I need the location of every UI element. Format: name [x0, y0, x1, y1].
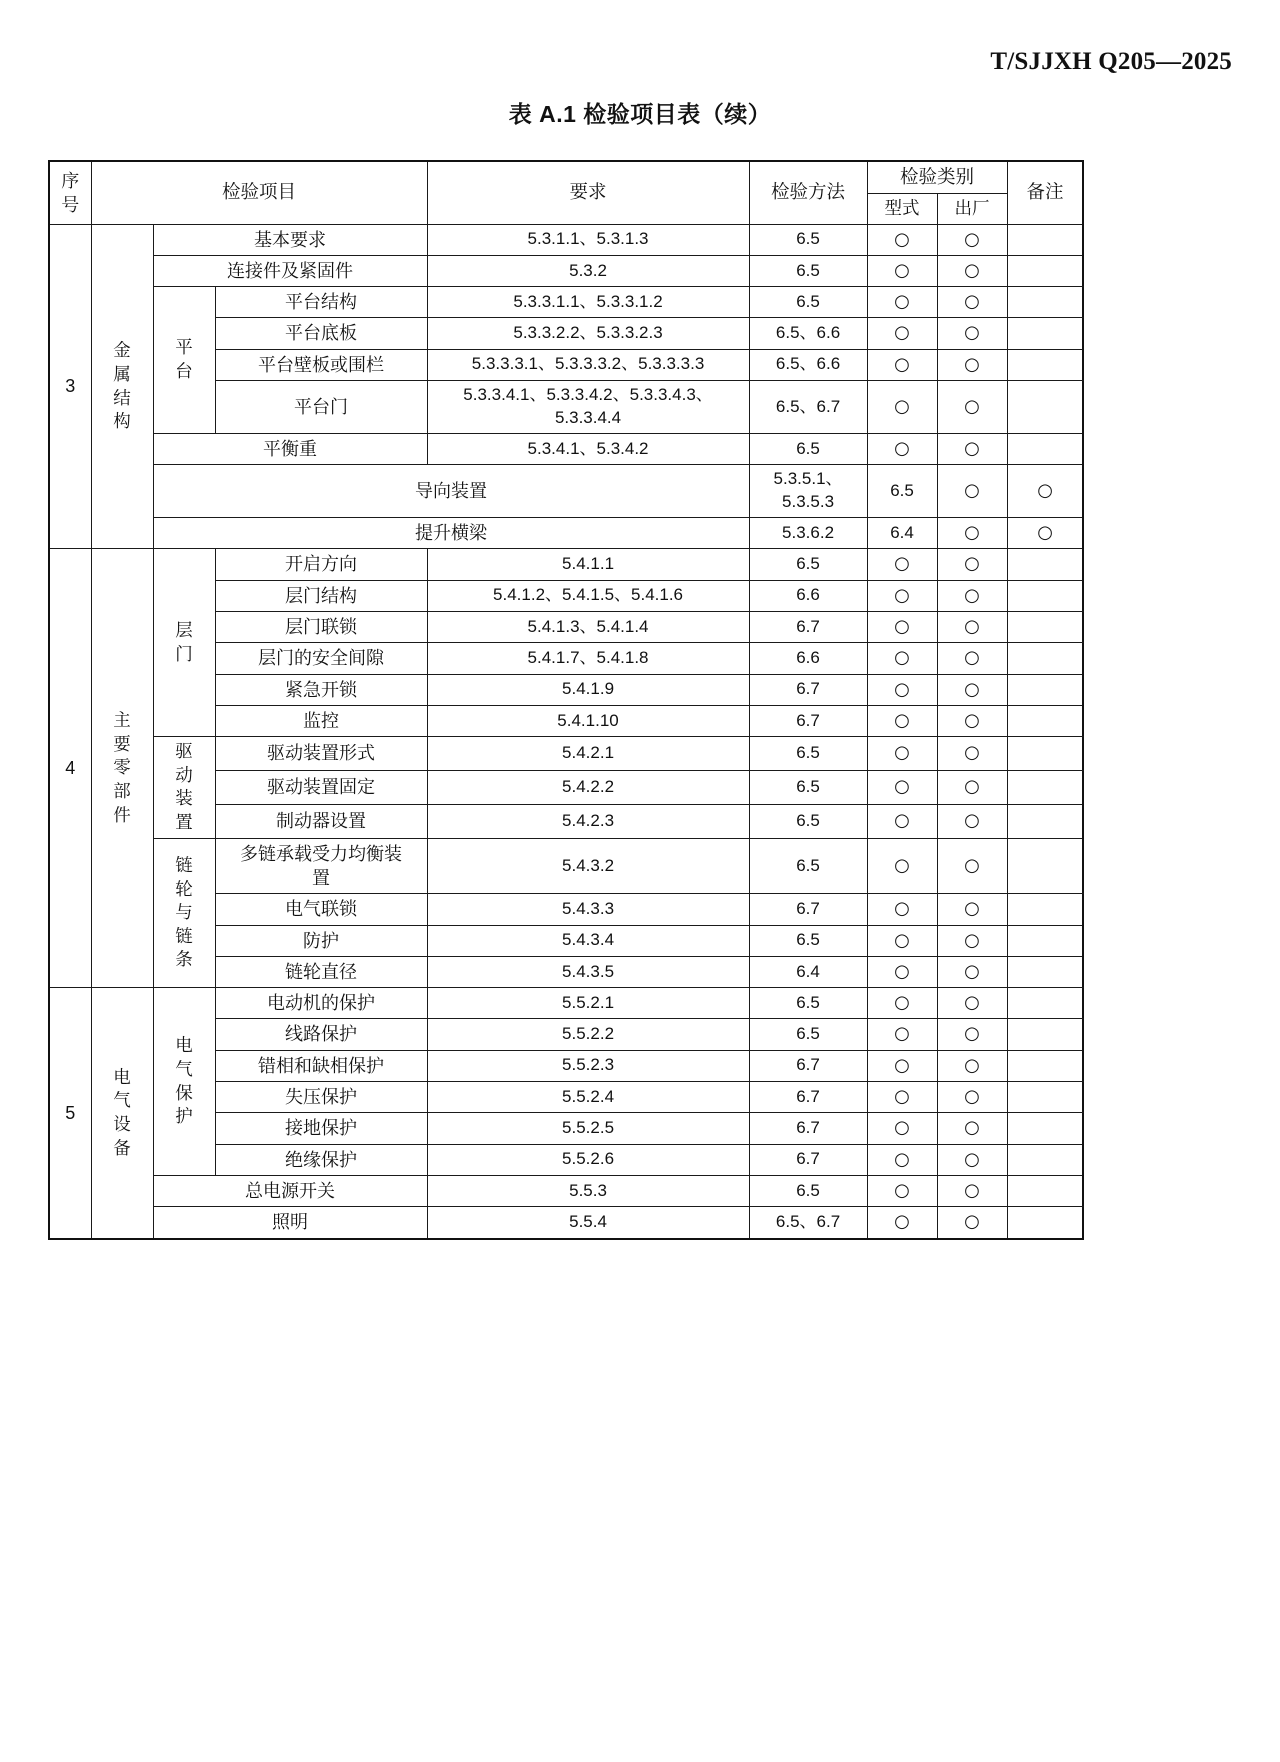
cell-seq: 3 [49, 224, 91, 549]
cell-method: 6.5 [749, 1175, 867, 1206]
header-requirement: 要求 [427, 161, 749, 224]
cell-method: 6.7 [749, 612, 867, 643]
cell-method: 6.6 [749, 580, 867, 611]
cell-requirement: 5.4.2.3 [427, 804, 749, 838]
cell-remark [1007, 925, 1083, 956]
cell-requirement: 5.3.6.2 [749, 518, 867, 549]
cell-requirement: 5.5.3 [427, 1175, 749, 1206]
cell-category-type: ○ [867, 674, 937, 705]
cell-method: 6.5、6.7 [749, 381, 867, 434]
table-row [49, 838, 1083, 894]
cell-seq: 5 [49, 988, 91, 1239]
cell-category-factory: ○ [937, 705, 1007, 736]
cell-remark [1007, 771, 1083, 805]
cell-remark [1007, 737, 1083, 771]
cell-method: 6.5、6.6 [749, 318, 867, 349]
cell-item: 连接件及紧固件 [153, 255, 427, 286]
table-row [49, 518, 1083, 549]
cell-category-factory: ○ [1007, 518, 1083, 549]
cell-method: 6.7 [749, 1144, 867, 1175]
cell-category-factory: ○ [937, 1019, 1007, 1050]
cell-category-factory: ○ [937, 349, 1007, 380]
cell-remark [1007, 549, 1083, 580]
cell-requirement: 5.3.3.4.1、5.3.3.4.2、5.3.3.4.3、 5.3.3.4.4 [427, 381, 749, 434]
cell-category-factory: ○ [937, 925, 1007, 956]
cell-remark [1007, 580, 1083, 611]
cell-category-type: ○ [867, 433, 937, 464]
cell-category-type: ○ [867, 318, 937, 349]
cell-item: 错相和缺相保护 [215, 1050, 427, 1081]
cell-item: 平台结构 [215, 287, 427, 318]
cell-remark [1007, 1019, 1083, 1050]
cell-method: 6.5 [749, 988, 867, 1019]
cell-remark [1007, 1175, 1083, 1206]
cell-category-type: ○ [867, 612, 937, 643]
table-head [49, 161, 1083, 224]
header-remark: 备注 [1007, 161, 1083, 224]
cell-category-factory: ○ [937, 894, 1007, 925]
cell-category-factory: ○ [937, 381, 1007, 434]
cell-item: 导向装置 [153, 465, 749, 518]
cell-category-type: ○ [867, 349, 937, 380]
cell-category-type: ○ [867, 580, 937, 611]
cell-remark [1007, 1050, 1083, 1081]
cell-item: 多链承载受力均衡装 置 [215, 838, 427, 894]
cell-requirement: 5.4.1.2、5.4.1.5、5.4.1.6 [427, 580, 749, 611]
cell-item: 防护 [215, 925, 427, 956]
cell-item: 总电源开关 [153, 1175, 427, 1206]
cell-item: 电气联锁 [215, 894, 427, 925]
cell-category-factory: ○ [937, 612, 1007, 643]
cell-group: 电 气 设 备 [91, 988, 153, 1239]
cell-category-type: ○ [867, 381, 937, 434]
cell-requirement: 5.5.4 [427, 1207, 749, 1239]
cell-remark [1007, 956, 1083, 987]
cell-category-factory: ○ [937, 1082, 1007, 1113]
cell-category-type: ○ [867, 771, 937, 805]
cell-remark [1007, 381, 1083, 434]
cell-requirement: 5.5.2.5 [427, 1113, 749, 1144]
cell-method: 6.5 [749, 1019, 867, 1050]
header-item: 检验项目 [91, 161, 427, 224]
cell-requirement: 5.3.2 [427, 255, 749, 286]
cell-item: 基本要求 [153, 224, 427, 255]
cell-item: 电动机的保护 [215, 988, 427, 1019]
cell-remark [1007, 1113, 1083, 1144]
cell-category-factory: ○ [937, 643, 1007, 674]
cell-method: 6.5 [749, 737, 867, 771]
cell-method: 6.5 [867, 465, 937, 518]
cell-requirement: 5.5.2.4 [427, 1082, 749, 1113]
cell-category-factory: ○ [937, 1050, 1007, 1081]
cell-remark [1007, 1082, 1083, 1113]
cell-method: 6.5 [749, 771, 867, 805]
cell-method: 6.5 [749, 433, 867, 464]
cell-category-type: ○ [867, 1113, 937, 1144]
cell-category-type: ○ [867, 705, 937, 736]
cell-seq: 4 [49, 549, 91, 988]
cell-remark [1007, 674, 1083, 705]
cell-item: 平衡重 [153, 433, 427, 464]
cell-method: 6.7 [749, 1082, 867, 1113]
cell-method: 6.5 [749, 224, 867, 255]
cell-requirement: 5.5.2.2 [427, 1019, 749, 1050]
cell-subgroup: 平 台 [153, 287, 215, 434]
cell-remark [1007, 1144, 1083, 1175]
cell-category-type: ○ [867, 894, 937, 925]
cell-method: 6.5 [749, 838, 867, 894]
cell-category-factory: ○ [937, 1144, 1007, 1175]
cell-requirement: 5.4.2.1 [427, 737, 749, 771]
header-category: 检验类别 [867, 161, 1007, 193]
cell-requirement: 5.4.3.2 [427, 838, 749, 894]
cell-category-factory: ○ [937, 674, 1007, 705]
cell-category-factory: ○ [937, 988, 1007, 1019]
cell-category-type: ○ [867, 925, 937, 956]
cell-method: 6.7 [749, 705, 867, 736]
cell-group: 主 要 零 部 件 [91, 549, 153, 988]
cell-remark [1007, 804, 1083, 838]
table-row [49, 549, 1083, 580]
cell-subgroup: 电 气 保 护 [153, 988, 215, 1176]
cell-category-factory: ○ [937, 318, 1007, 349]
cell-item: 失压保护 [215, 1082, 427, 1113]
cell-requirement: 5.4.1.1 [427, 549, 749, 580]
cell-requirement: 5.5.2.6 [427, 1144, 749, 1175]
cell-requirement: 5.4.1.9 [427, 674, 749, 705]
cell-item: 驱动装置形式 [215, 737, 427, 771]
cell-method: 6.7 [749, 1113, 867, 1144]
cell-remark [1007, 643, 1083, 674]
table-body [49, 224, 1083, 1238]
table-row [49, 1207, 1083, 1239]
cell-item: 紧急开锁 [215, 674, 427, 705]
cell-item: 层门结构 [215, 580, 427, 611]
cell-category-type: ○ [937, 518, 1007, 549]
cell-item: 层门的安全间隙 [215, 643, 427, 674]
table-row [49, 287, 1083, 318]
cell-category-factory: ○ [937, 255, 1007, 286]
inspection-items-table [48, 160, 1084, 1240]
cell-remark [1007, 287, 1083, 318]
cell-category-factory: ○ [937, 1207, 1007, 1239]
table-title: 表 A.1 检验项目表（续） [508, 101, 772, 127]
cell-category-factory: ○ [937, 838, 1007, 894]
cell-subgroup: 驱 动 装 置 [153, 737, 215, 839]
cell-category-factory: ○ [937, 580, 1007, 611]
cell-remark [1007, 1207, 1083, 1239]
cell-remark [1007, 433, 1083, 464]
cell-remark [1007, 224, 1083, 255]
cell-method: 6.7 [749, 894, 867, 925]
cell-method: 6.5 [749, 925, 867, 956]
cell-category-factory: ○ [937, 1113, 1007, 1144]
running-head: T/SJJXH Q205—2025 [990, 48, 1232, 75]
cell-remark [1007, 318, 1083, 349]
inspection-table-wrapper [48, 160, 1082, 1240]
table-row [49, 224, 1083, 255]
cell-category-type: ○ [867, 1207, 937, 1239]
cell-category-type: ○ [867, 224, 937, 255]
cell-category-factory: ○ [937, 804, 1007, 838]
cell-remark [1007, 705, 1083, 736]
cell-subgroup: 链 轮 与 链 条 [153, 838, 215, 987]
cell-category-type: ○ [867, 838, 937, 894]
header-seq [49, 161, 91, 224]
cell-item: 平台底板 [215, 318, 427, 349]
cell-requirement: 5.5.2.1 [427, 988, 749, 1019]
cell-category-type: ○ [937, 465, 1007, 518]
cell-requirement: 5.5.2.3 [427, 1050, 749, 1081]
header-category-type: 型式 [867, 193, 937, 224]
cell-item: 平台门 [215, 381, 427, 434]
cell-method: 6.5 [749, 255, 867, 286]
cell-item: 线路保护 [215, 1019, 427, 1050]
cell-item: 层门联锁 [215, 612, 427, 643]
cell-method: 6.7 [749, 1050, 867, 1081]
cell-category-type: ○ [867, 1082, 937, 1113]
cell-category-factory: ○ [937, 956, 1007, 987]
cell-remark [1007, 349, 1083, 380]
cell-requirement: 5.4.2.2 [427, 771, 749, 805]
cell-category-factory: ○ [937, 433, 1007, 464]
cell-remark [1007, 612, 1083, 643]
table-row [49, 988, 1083, 1019]
cell-method: 6.5 [749, 287, 867, 318]
cell-method: 6.5、6.7 [749, 1207, 867, 1239]
cell-remark [1007, 255, 1083, 286]
cell-category-type: ○ [867, 956, 937, 987]
cell-requirement: 5.3.5.1、5.3.5.3 [749, 465, 867, 518]
cell-requirement: 5.3.3.1.1、5.3.3.1.2 [427, 287, 749, 318]
cell-item: 监控 [215, 705, 427, 736]
cell-category-factory: ○ [937, 771, 1007, 805]
cell-requirement: 5.3.4.1、5.3.4.2 [427, 433, 749, 464]
cell-item: 链轮直径 [215, 956, 427, 987]
table-row [49, 255, 1083, 286]
cell-remark [1007, 988, 1083, 1019]
cell-requirement: 5.3.3.3.1、5.3.3.3.2、5.3.3.3.3 [427, 349, 749, 380]
cell-category-type: ○ [867, 1144, 937, 1175]
table-row [49, 433, 1083, 464]
cell-category-type: ○ [867, 1175, 937, 1206]
cell-category-type: ○ [867, 549, 937, 580]
cell-requirement: 5.4.3.3 [427, 894, 749, 925]
cell-method: 6.5 [749, 804, 867, 838]
cell-method: 6.7 [749, 674, 867, 705]
cell-group: 金 属 结 构 [91, 224, 153, 549]
cell-item: 开启方向 [215, 549, 427, 580]
cell-method: 6.5、6.6 [749, 349, 867, 380]
cell-category-type: ○ [867, 988, 937, 1019]
cell-category-factory: ○ [937, 1175, 1007, 1206]
header-row-1 [49, 161, 1083, 193]
header-category-factory: 出厂 [937, 193, 1007, 224]
cell-subgroup: 层 门 [153, 549, 215, 737]
cell-category-type: ○ [867, 1050, 937, 1081]
cell-requirement: 5.4.1.3、5.4.1.4 [427, 612, 749, 643]
cell-requirement: 5.3.3.2.2、5.3.3.2.3 [427, 318, 749, 349]
cell-method: 6.4 [749, 956, 867, 987]
cell-item: 照明 [153, 1207, 427, 1239]
table-row [49, 1175, 1083, 1206]
cell-category-type: ○ [867, 287, 937, 318]
cell-item: 制动器设置 [215, 804, 427, 838]
cell-requirement: 5.4.3.5 [427, 956, 749, 987]
header-seq-line2: 号 [61, 194, 80, 215]
cell-item: 驱动装置固定 [215, 771, 427, 805]
cell-category-type: ○ [867, 255, 937, 286]
cell-category-type: ○ [867, 1019, 937, 1050]
cell-method: 6.5 [749, 549, 867, 580]
cell-requirement: 5.4.1.10 [427, 705, 749, 736]
table-row [49, 737, 1083, 771]
cell-category-factory: ○ [1007, 465, 1083, 518]
header-method: 检验方法 [749, 161, 867, 224]
table-row [49, 465, 1083, 518]
cell-requirement: 5.4.1.7、5.4.1.8 [427, 643, 749, 674]
cell-category-factory: ○ [937, 549, 1007, 580]
cell-item: 绝缘保护 [215, 1144, 427, 1175]
cell-remark [1007, 894, 1083, 925]
cell-category-type: ○ [867, 737, 937, 771]
cell-method: 6.4 [867, 518, 937, 549]
cell-category-factory: ○ [937, 224, 1007, 255]
cell-remark [1007, 838, 1083, 894]
header-seq-line1: 序 [61, 170, 80, 191]
cell-method: 6.6 [749, 643, 867, 674]
cell-category-type: ○ [867, 643, 937, 674]
cell-requirement: 5.4.3.4 [427, 925, 749, 956]
cell-category-type: ○ [867, 804, 937, 838]
cell-item: 提升横梁 [153, 518, 749, 549]
cell-category-factory: ○ [937, 287, 1007, 318]
cell-item: 接地保护 [215, 1113, 427, 1144]
cell-item: 平台壁板或围栏 [215, 349, 427, 380]
cell-category-factory: ○ [937, 737, 1007, 771]
cell-requirement: 5.3.1.1、5.3.1.3 [427, 224, 749, 255]
